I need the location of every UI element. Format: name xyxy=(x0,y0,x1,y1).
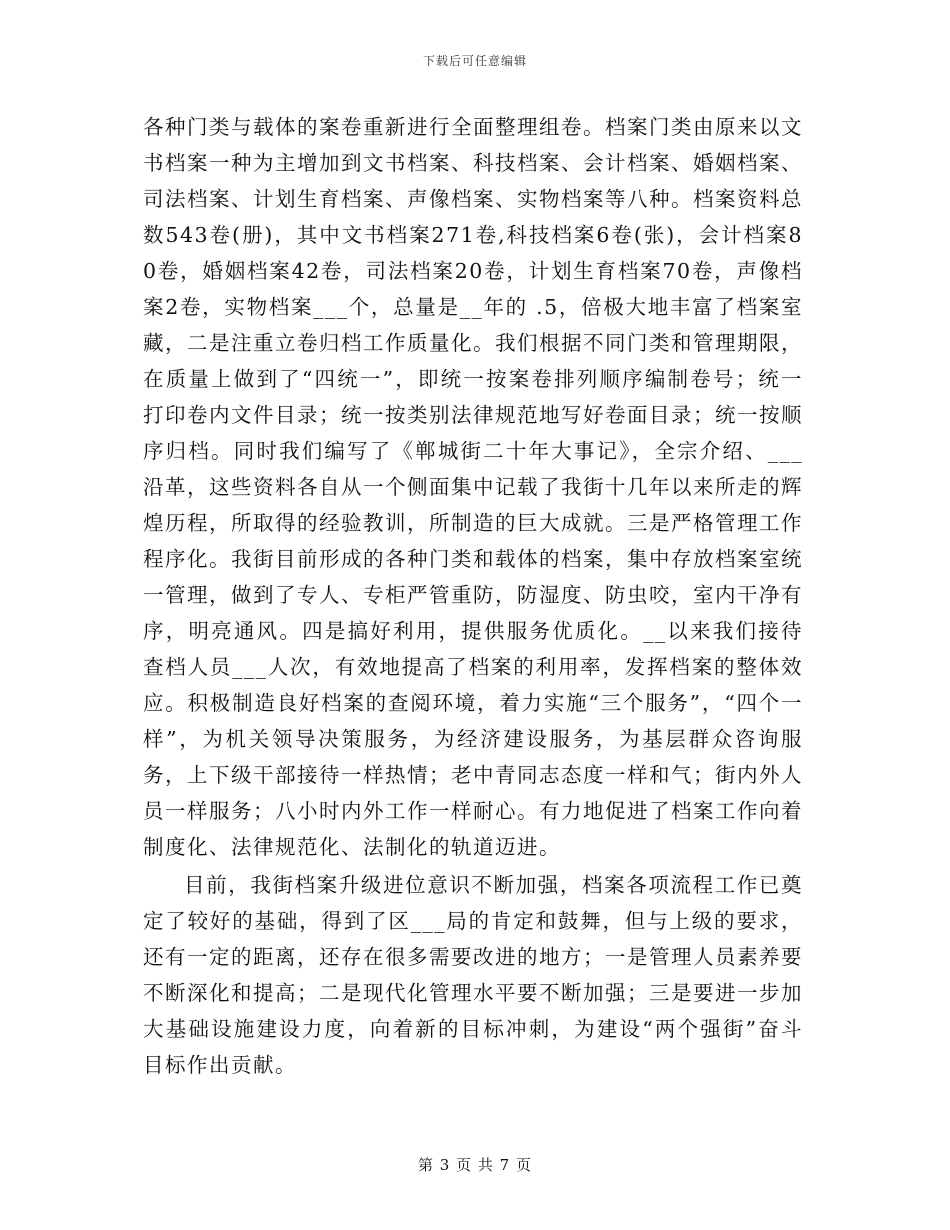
page-header: 下载后可任意编辑 xyxy=(422,54,527,68)
page-number: 第 3 页 共 7 页 xyxy=(418,1156,532,1174)
paragraph-current-status: 目前，我街档案升级进位意识不断加强，档案各项流程工作已奠定了较好的基础，得到了区___局的肯定和鼓舞，但与上级的要求，还有一定的距离，还存在很多需要改进的地方；一是管理人员素养要不断深化和提高；二是现代化管理水平要不断加强；三是要进一步加大基础设施建设力度，向着新的目标冲刺，为建设“两个强街”奋斗目标作出贡献。 xyxy=(143,873,803,1077)
paragraph-archive-work: 各种门类与载体的案卷重新进行全面整理组卷。档案门类由原来以文书档案一种为主增加到文书档案、科技档案、会计档案、婚姻档案、司法档案、计划生育档案、声像档案、实物档案等八种。档案资料总数543卷(册)，其中文书档案271卷,科技档案6卷(张)，会计档案80卷，婚姻档案42卷，司法档案20卷，计划生育档案70卷，声像档案2卷，实物档案___个，总量是__年的 .5，倍极大地丰富了档案室藏，二是注重立卷归档工作质量化。我们根据不同门类和管理期限，在质量上做到了“四统一”，即统一按案卷排列顺序编制卷号；统一打印卷内文件目录；统一按类别法律规范地写好卷面目录；统一按顺序归档。同时我们编写了《郸城街二十年大事记》，全宗介绍、___沿革，这些资料各自从一个侧面集中记载了我街十几年以来所走的辉煌历程，所取得的经验教训，所制造的巨大成就。三是严格管理工作程序化。我街目前形成的各种门类和载体的档案，集中存放档案室统一管理，做到了专人、专柜严管重防，防湿度、防虫咬，室内干净有序，明亮通风。四是搞好利用，提供服务优质化。__以来我们接待查档人员___人次，有效地提高了档案的利用率，发挥档案的整体效应。积极制造良好档案的查阅环境，着力实施“三个服务”，“四个一样”，为机关领导决策服务，为经济建设服务，为基层群众咨询服务，上下级干部接待一样热情；老中青同志态度一样和气；街内外人员一样服务；八小时内外工作一样耐心。有力地促进了档案工作向着制度化、法律规范化、法制化的轨道迈进。 xyxy=(143,115,803,859)
document-body xyxy=(143,109,803,1083)
